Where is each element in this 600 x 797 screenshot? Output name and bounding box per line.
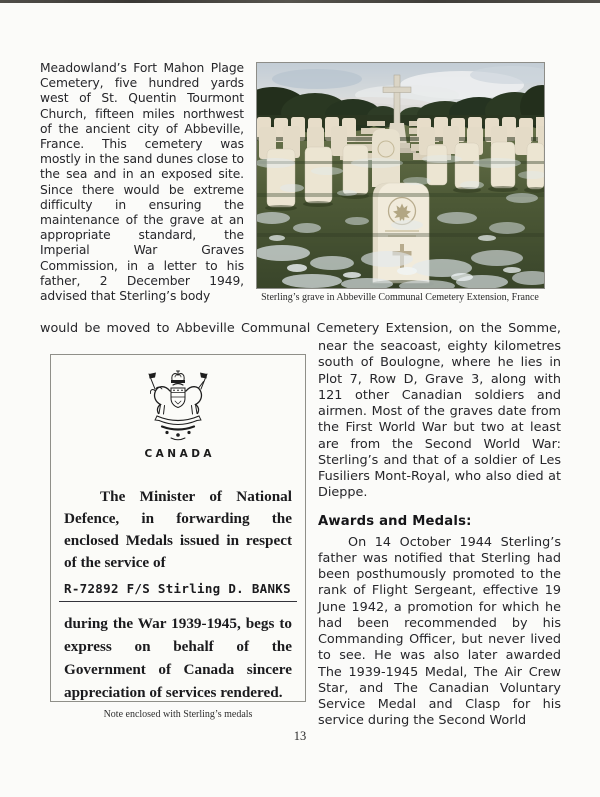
medal-note-text-before: The Minister of National Defence, in forwarding the enclosed Medals issued in respect of the service of [64,488,292,571]
photo-caption: Sterling’s grave in Abbeville Communal Cemetery Extension, France [261,292,539,303]
canada-coat-of-arms-icon [141,368,215,444]
medal-note-card [50,354,306,702]
cemetery-photo-art [257,63,544,288]
service-number-line: R-72892 F/S Stirling D. BANKS [59,581,297,602]
scan-edge-artifact [0,0,600,3]
body-text-bridge-line: would be moved to Abbeville Communal Cemetery Extension, on the Somme, [40,321,561,336]
body-text-right-column: near the seacoast, eighty kilometres south of Boulogne, where he lies in Plot 7, Row D, Grave 3, along with 121 other Canadian soldiers and airmen. Most of the graves date from the First World War but two at least are from the Second World War: Sterling’s and that of a soldier of Les Fusiliers Mont-Royal, who also died at Dieppe. [318,339,561,501]
medal-note-text-after: during the War 1939-1945, begs to express on behalf of the Government of Canada sincere appreciation of services rendered. [64,615,292,701]
awards-paragraph: On 14 October 1944 Sterling’s father was notified that Sterling had been posthumously promoted to the rank of Flight Sergeant, effective 19 June 1942, a promotion for which he had been recommended by his Commanding Officer, but never lived to see. He was also later awarded The 1939-1945 Medal, The Air Crew Star, and The Canadian Voluntary Service Medal and Clasp for his service during the Second World [318,534,561,729]
canada-label: CANADA [144,448,216,460]
awards-heading: Awards and Medals: [318,513,472,529]
body-text-left-column: Meadowland’s Fort Mahon Plage Cemetery, five hundred yards west of St. Quentin Tourmont Church, fifteen miles northwest of the ancient city of Abbeville, France. This cemetery was mostly in the sand dunes close to the sea and in an exposed site. Since there would be extreme difficulty in ensuring the maintenance of the grave at an appropriate standard, the Imperial War Graves Commission, in a letter to his father, 2 December 1949, advised that Sterling’s body [40,61,244,304]
cemetery-photo [256,62,545,289]
medal-note-caption: Note enclosed with Sterling’s medals [103,709,253,720]
right-column [318,339,561,730]
page-number: 13 [293,729,307,743]
